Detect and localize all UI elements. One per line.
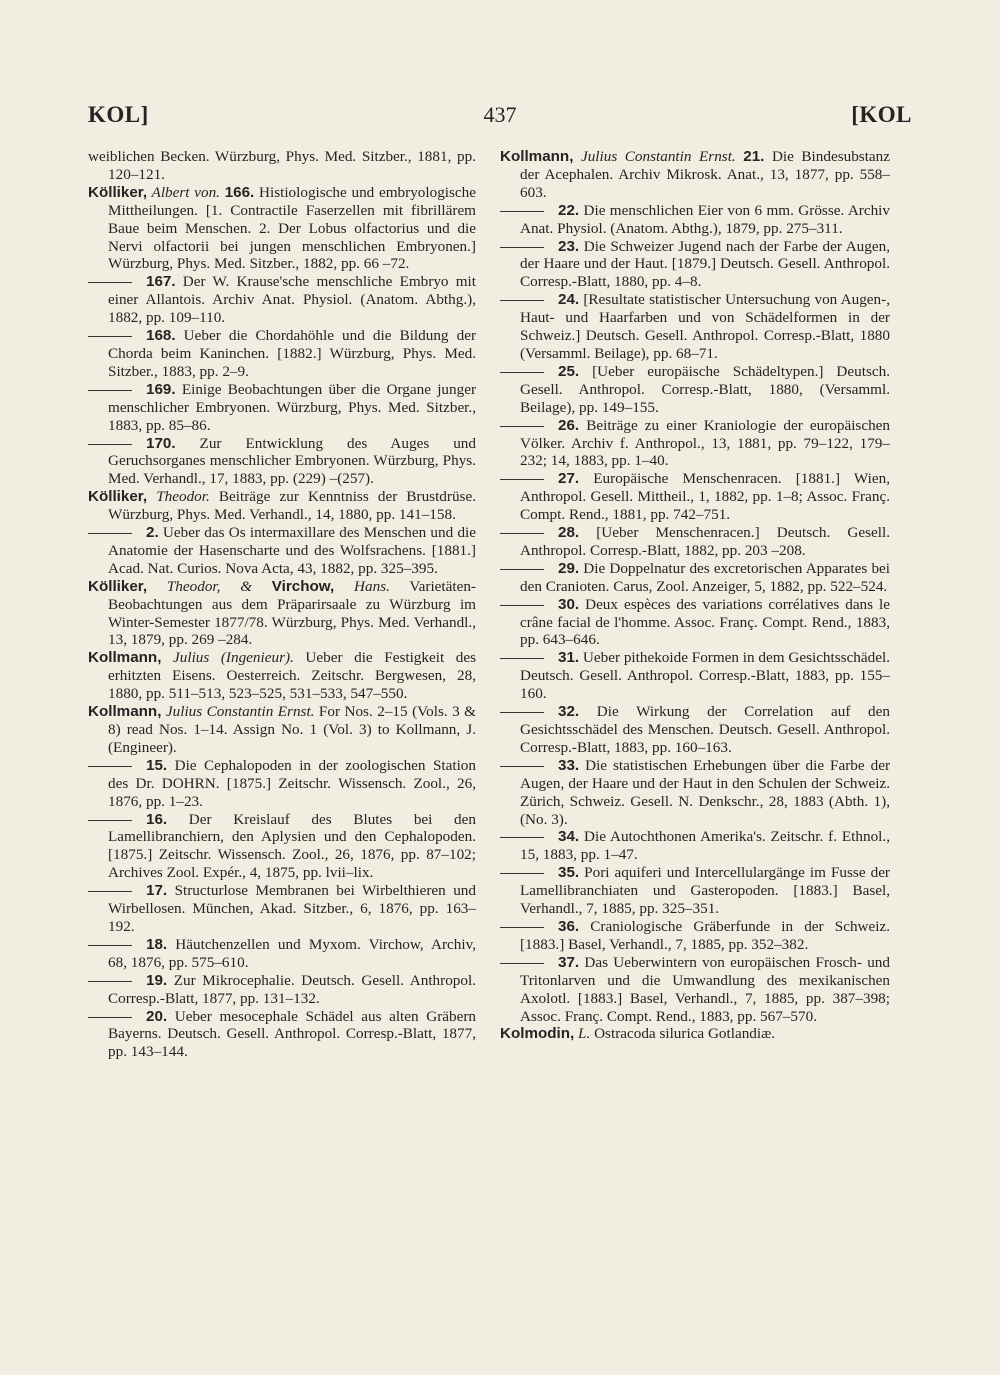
entry-number: 20.	[146, 1007, 168, 1025]
entry-number: 36.	[558, 917, 580, 935]
entry-text: Varietäten-Beobachtungen aus dem Präparirsaale zu Würzburg im Winter-Semester 1877/78. Würzburg, Phys. Med. Verhandl., 13, 1879, pp. 269 –284.	[108, 577, 476, 649]
entry-number: 2.	[146, 524, 159, 542]
entry-number: 25.	[558, 362, 580, 380]
bibliography-entry	[88, 649, 476, 703]
entry-number: 31.	[558, 649, 580, 667]
bibliography-entry	[500, 202, 890, 238]
entry-dash	[500, 211, 544, 212]
entry-number: 37.	[558, 953, 580, 971]
entry-dash	[88, 945, 132, 946]
entry-dash	[88, 891, 132, 892]
bibliography-entry	[500, 918, 890, 954]
bibliography-entry	[500, 291, 890, 363]
author-forename: Theodor.	[147, 488, 210, 506]
entry-text: Deux espèces des variations corrélatives dans le crâne facial de l'homme. Assoc. Franç. Compt. Rend., 1883, pp. 643–646.	[520, 595, 890, 649]
author-forename: Julius (Ingenieur).	[161, 649, 294, 667]
entry-text: [Ueber Menschenracen.] Deutsch. Gesell. Anthropol. Corresp.-Blatt, 1882, pp. 203 –208.	[520, 524, 890, 559]
page-header	[88, 102, 912, 134]
entry-number: 17.	[146, 882, 168, 900]
entry-dash	[500, 300, 544, 301]
author-name: Kollmann,	[88, 703, 162, 721]
author-forename: Julius Constantin Ernst.	[161, 703, 315, 721]
bibliography-entry	[500, 757, 890, 829]
bibliography-entry	[500, 524, 890, 560]
bibliography-entry	[500, 363, 890, 417]
entry-text: Die Cephalopoden in der zoologischen Station des Dr. DOHRN. [1875.] Zeitschr. Wissensch. Zool., 26, 1876, pp. 1–23.	[108, 756, 476, 810]
entry-dash	[500, 247, 544, 248]
entry-dash	[88, 766, 132, 767]
entry-text: Ueber die Festigkeit des erhitzten Eisens. Oesterreich. Zeitschr. Bergwesen, 28, 1880, pp. 511–513, 523–525, 531–533, 547–550.	[108, 649, 477, 703]
entry-text: Beiträge zu einer Kraniologie der europäischen Völker. Archiv f. Anthropol., 13, 1881, pp. 79–122, 179–232; 14, 1883, pp. 1–40.	[520, 416, 890, 470]
page-number: 437	[483, 102, 517, 127]
entry-number: 170.	[146, 434, 176, 452]
entry-text: Ueber pithekoide Formen in dem Gesichtsschädel. Deutsch. Gesell. Anthropol. Corresp.-Blatt, 1883, pp. 155–160.	[520, 649, 890, 703]
entry-text: Beiträge zur Kenntniss der Brustdrüse. Würzburg, Phys. Med. Verhandl., 14, 1880, pp. 141–158.	[108, 488, 476, 524]
entry-text: Europäische Menschenracen. [1881.] Wien, Anthropol. Gesell. Mittheil., 1, 1882, pp. 1–8; Assoc. Franç. Compt. Rend., 1881, pp. 742–751.	[520, 470, 890, 524]
entry-number: 29.	[558, 559, 580, 577]
entry-text: Structurlose Membranen bei Wirbelthieren und Wirbellosen. München, Akad. Sitzber., 6, 1876, pp. 163–192.	[108, 882, 476, 935]
entry-text: Ueber mesocephale Schädel aus alten Gräbern Bayerns. Deutsch. Gesell. Anthropol. Corresp.-Blatt, 1877, pp. 143–144.	[108, 1007, 476, 1061]
bibliography-entry	[500, 417, 890, 471]
entry-number: 19.	[146, 971, 168, 989]
bibliography-entry	[500, 470, 890, 524]
entry-number: 167.	[146, 273, 176, 291]
entry-number: 27.	[558, 470, 580, 488]
author-name: Kölliker,	[88, 488, 148, 506]
bibliography-entry	[88, 184, 476, 274]
entry-number: 169.	[146, 380, 176, 398]
bibliography-entry	[88, 757, 476, 811]
entry-dash	[88, 282, 132, 283]
bibliography-entry	[88, 381, 476, 435]
entry-number: 30.	[558, 595, 580, 613]
author-forename: Julius Constantin Ernst.	[573, 148, 736, 165]
entry-dash	[500, 426, 544, 427]
bibliography-entry	[88, 327, 476, 381]
bibliography-entry	[500, 649, 890, 703]
author-forename: Theodor, &	[147, 577, 272, 595]
entry-text: Zur Mikrocephalie. Deutsch. Gesell. Anthropol. Corresp.-Blatt, 1877, pp. 131–132.	[108, 971, 476, 1007]
bibliography-entry	[88, 811, 476, 883]
entry-number: 166.	[224, 183, 255, 201]
entry-number: 23.	[558, 237, 580, 255]
entry-number: 32.	[558, 703, 580, 721]
bibliography-entry	[88, 1008, 476, 1062]
bibliography-entry	[88, 936, 476, 972]
bibliography-entry	[500, 1025, 890, 1043]
entry-number: 168.	[146, 327, 176, 345]
entry-text: Der Kreislauf des Blutes bei den Lamellibranchiern, den Aplysien und den Cephalopoden. [1875.] Zeitschr. Wissensch. Zool., 26, 1876, pp. 87–102; Archives Zool. Expér., 4, 1875, pp. lvii–lix.	[108, 810, 476, 882]
entry-dash	[500, 658, 544, 659]
bibliography-entry	[88, 488, 476, 524]
entry-dash	[500, 873, 544, 874]
bibliography-entry	[88, 435, 476, 489]
bibliography-entry	[88, 578, 476, 650]
entry-dash	[500, 766, 544, 767]
entry-dash	[500, 479, 544, 480]
right-column	[500, 148, 890, 1043]
entry-text: Die Doppelnatur des excretorischen Apparates bei den Cranioten. Carus, Zool. Anzeiger, 5, 1882, pp. 522–524.	[520, 559, 890, 595]
entry-text: Die statistischen Erhebungen über die Farbe der Augen, der Haare und der Haut in den Schulen der Schweiz. Zürich, Schweiz. Gesell. N. Denkschr., 28, 1883 (Abth. 1), (No. 3).	[520, 756, 890, 828]
author-name: Kollmann,	[88, 649, 162, 667]
entry-text: Häutchenzellen und Myxom. Virchow, Archiv, 68, 1876, pp. 575–610.	[108, 935, 476, 971]
author-forename: Hans.	[334, 577, 390, 595]
entry-text: Zur Entwicklung des Auges und Geruchsorganes menschlicher Embryonen. Würzburg, Phys. Med. Verhandl., 17, 1883, pp. (229) –(257).	[108, 434, 476, 488]
author-forename: Albert von.	[147, 183, 220, 201]
entry-number: 28.	[558, 524, 580, 542]
entry-number: 35.	[558, 864, 580, 882]
entry-dash	[500, 712, 544, 713]
bibliography-entry	[88, 524, 476, 578]
bibliography-entry	[500, 238, 890, 292]
entry-text: Ueber das Os intermaxillare des Menschen und die Anatomie der Hasenscharte und des Wolfsrachens. [1881.] Acad. Nat. Curios. Nova Acta, 43, 1882, pp. 325–395.	[108, 524, 476, 577]
entry-text: Pori aquiferi und Intercellulargänge im Fusse der Lamellibranchiaten und Gasteropoden. [1883.] Basel, Verhandl., 7, 1885, pp. 325–351.	[520, 864, 890, 918]
bibliography-entry	[500, 828, 890, 864]
entry-dash	[88, 390, 132, 391]
header-left-guide: KOL]	[88, 102, 149, 127]
author-name: Kolmodin,	[500, 1025, 575, 1043]
entry-dash	[500, 605, 544, 606]
entry-number: 33.	[558, 756, 580, 774]
bibliography-entry	[500, 954, 890, 1026]
entry-number: 16.	[146, 810, 168, 828]
entry-dash	[500, 963, 544, 964]
entry-text: Die menschlichen Eier von 6 mm. Grösse. Archiv Anat. Physiol. (Anatom. Abthg.), 1879, pp. 275–311.	[520, 201, 890, 237]
author-name: Virchow,	[271, 577, 335, 595]
bibliography-entry	[500, 864, 890, 918]
entry-number: 26.	[558, 416, 580, 434]
author-name: Kollmann,	[500, 148, 574, 165]
entry-number: 15.	[146, 756, 168, 774]
entry-text: Histiologische und embryologische Mittheilungen. [1. Contractile Faserzellen mit fibrillärem Baue beim Menschen. 2. Der Lobus olfactorius und die Nervi olfactorii bei jungen menschlichen Embryonen.] Würzburg, Phys. Med. Sitzber., 1882, pp. 66 –72.	[108, 183, 477, 273]
entry-text: Die Bindesubstanz der Acephalen. Archiv Mikrosk. Anat., 13, 1877, pp. 558–603.	[520, 148, 890, 201]
bibliography-entry	[500, 560, 890, 596]
entry-number: 21.	[743, 148, 765, 165]
header-right-guide: [KOL	[851, 102, 912, 127]
entry-text: [Resultate statistischer Untersuchung von Augen-, Haut- und Haarfarben und von Schädelformen in der Schweiz.] Deutsch. Gesell. Anthropol. Corresp.-Blatt, 1880 (Versamml. Beilage), pp. 68–71.	[520, 291, 890, 362]
author-name: Kölliker,	[88, 183, 148, 201]
bibliography-entry	[88, 148, 476, 184]
author-forename: L.	[574, 1025, 591, 1043]
left-column	[88, 148, 476, 1061]
entry-text: Ueber die Chordahöhle und die Bildung der Chorda beim Kaninchen. [1882.] Würzburg, Phys. Med. Sitzber., 1883, pp. 2–9.	[108, 327, 476, 380]
entry-text: weiblichen Becken. Würzburg, Phys. Med. Sitzber., 1881, pp. 120–121.	[88, 148, 476, 183]
entry-text: Die Autochthonen Amerika's. Zeitschr. f. Ethnol., 15, 1883, pp. 1–47.	[520, 828, 890, 864]
entry-text: Einige Beobachtungen über die Organe junger menschlicher Embryonen. Würzburg, Phys. Med. Sitzber., 1883, pp. 85–86.	[108, 380, 476, 434]
entry-dash	[88, 533, 132, 534]
entry-text: [Ueber europäische Schädeltypen.] Deutsch. Gesell. Anthropol. Corresp.-Blatt, 1880, (Versamml. Beilage), pp. 149–155.	[520, 362, 890, 416]
entry-number: 22.	[558, 201, 580, 219]
bibliography-entry	[88, 703, 476, 757]
bibliography-entry	[88, 882, 476, 936]
entry-dash	[500, 569, 544, 570]
entry-dash	[88, 981, 132, 982]
entry-dash	[88, 336, 132, 337]
entry-number: 24.	[558, 291, 580, 309]
entry-dash	[500, 837, 544, 838]
bibliography-entry	[500, 596, 890, 650]
entry-dash	[88, 1017, 132, 1018]
entry-number: 34.	[558, 828, 580, 846]
entry-text: Das Ueberwintern von europäischen Frosch- und Tritonlarven und die Umwandlung des mexikanischen Axolotl. [1883.] Basel, Verhandl., 7, 1885, pp. 387–398; Assoc. Franç. Compt. Rend., 1883, pp. 567–570.	[520, 953, 890, 1025]
entry-text: For Nos. 2–15 (Vols. 3 & 8) read Nos. 1–14. Assign No. 1 (Vol. 3) to Kollmann, J. (Engineer).	[108, 703, 476, 756]
entry-text: Die Wirkung der Correlation auf den Gesichtsschädel des Menschen. Deutsch. Gesell. Anthropol. Corresp.-Blatt, 1883, pp. 160–163.	[520, 703, 890, 756]
entry-dash	[88, 444, 132, 445]
author-name: Kölliker,	[88, 577, 148, 595]
bibliography-entry	[88, 273, 476, 327]
entry-dash	[88, 820, 132, 821]
entry-dash	[500, 533, 544, 534]
entry-text: Die Schweizer Jugend nach der Farbe der Augen, der Haare und der Haut. [1879.] Deutsch. Gesell. Anthropol. Corresp.-Blatt, 1880, pp. 4–8.	[520, 237, 890, 291]
entry-text: Craniologische Gräberfunde in der Schweiz. [1883.] Basel, Verhandl., 7, 1885, pp. 352–382.	[520, 917, 890, 953]
entry-number: 18.	[146, 935, 168, 953]
entry-dash	[500, 372, 544, 373]
bibliography-entry	[500, 148, 890, 202]
entry-dash	[500, 927, 544, 928]
bibliography-entry	[500, 703, 890, 757]
entry-text: Ostracoda silurica Gotlandiæ.	[590, 1025, 776, 1043]
entry-text: Der W. Krause'sche menschliche Embryo mit einer Allantois. Archiv Anat. Physiol. (Anatom. Abthg.), 1882, pp. 109–110.	[108, 273, 476, 327]
bibliography-entry	[88, 972, 476, 1008]
